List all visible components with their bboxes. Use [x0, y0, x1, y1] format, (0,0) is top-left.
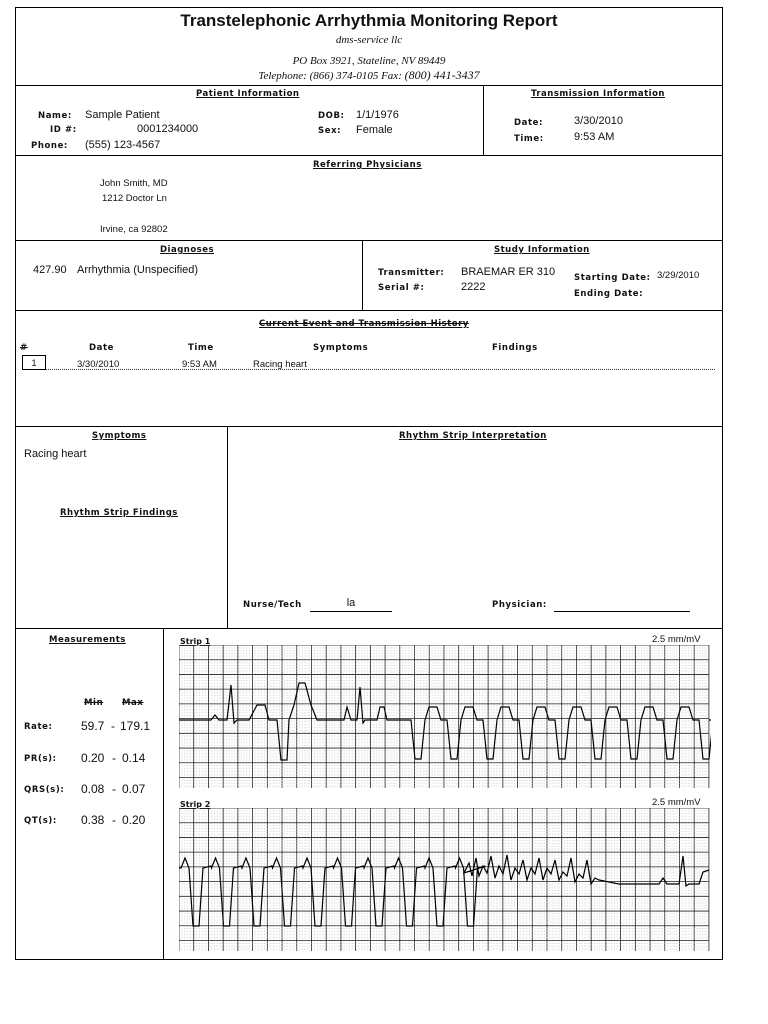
divider: [163, 628, 164, 960]
qrs-max: 0.07: [122, 782, 146, 796]
nurse-tech-label: Nurse/Tech: [243, 600, 302, 610]
nurse-tech-field[interactable]: la: [310, 597, 392, 612]
history-col-symptoms: Symptoms: [313, 343, 369, 353]
divider: [16, 310, 722, 311]
patient-dob: 1/1/1976: [356, 109, 399, 121]
starting-date-value: 3/29/2010: [657, 270, 700, 281]
physician-city: Irvine, ca 92802: [100, 224, 168, 235]
patient-info-header: Patient Information: [196, 89, 300, 99]
strip-2-chart: [179, 808, 711, 953]
telephone-text: Telephone: (866) 374-0105 Fax:: [258, 70, 405, 82]
divider: [227, 426, 228, 628]
strip-1-grid: [179, 645, 709, 788]
divider: [16, 628, 722, 629]
patient-phone: (555) 123-4567: [85, 139, 161, 151]
report-form: [15, 7, 723, 960]
transmission-time: 9:53 AM: [574, 131, 615, 143]
transmitter-value: BRAEMAR ER 310: [461, 266, 556, 278]
transmission-info-header: Transmission Information: [531, 89, 665, 99]
history-col-time: Time: [188, 343, 214, 353]
divider: [362, 240, 363, 310]
strip-2-scale: 2.5 mm/mV: [652, 797, 701, 808]
pr-dash: -: [112, 751, 116, 765]
divider: [16, 155, 722, 156]
diagnosis-description: Arrhythmia (Unspecified): [77, 264, 199, 276]
divider: [16, 240, 722, 241]
name-label: Name:: [38, 111, 72, 121]
history-row-num: 1: [22, 355, 46, 370]
study-info-header: Study Information: [494, 245, 590, 255]
symptoms-header: Symptoms: [92, 431, 147, 441]
ending-date-label: Ending Date:: [574, 289, 644, 299]
patient-id: 0001234000: [137, 123, 199, 135]
physician-field[interactable]: [554, 597, 690, 612]
divider: [483, 85, 484, 155]
referring-physicians-header: Referring Physicians: [313, 160, 422, 170]
diagnosis-code: 427.90: [33, 264, 67, 276]
divider: [16, 426, 722, 427]
strip-1-label: Strip 1: [180, 637, 211, 646]
qrs-min: 0.08: [81, 782, 105, 796]
qt-label: QT(s):: [24, 816, 57, 826]
pr-max: 0.14: [122, 751, 146, 765]
qt-dash: -: [112, 813, 116, 827]
history-row-time: 9:53 AM: [182, 359, 217, 370]
transmission-date: 3/30/2010: [574, 115, 623, 127]
transmission-date-label: Date:: [514, 118, 544, 128]
phone-label: Phone:: [31, 141, 68, 151]
company-address: PO Box 3921, Stateline, NV 89449: [292, 55, 446, 67]
rate-label: Rate:: [24, 722, 53, 732]
rate-min: 59.7: [81, 719, 105, 733]
qt-max: 0.20: [122, 813, 146, 827]
pr-label: PR(s):: [24, 754, 57, 764]
measurements-header: Measurements: [49, 635, 126, 645]
report-title: Transtelephonic Arrhythmia Monitoring Report: [180, 11, 558, 30]
dob-label: DOB:: [318, 111, 345, 121]
history-row-date: 3/30/2010: [77, 359, 120, 370]
history-col-findings: Findings: [492, 343, 538, 353]
physician-street: 1212 Doctor Ln: [102, 193, 167, 204]
physician-label: Physician:: [492, 600, 547, 610]
max-header: Max: [122, 698, 144, 708]
patient-sex: Female: [356, 124, 393, 136]
history-row-line: [22, 369, 715, 370]
min-header: Min: [84, 698, 104, 708]
company-name: dms-service llc: [335, 34, 403, 46]
rate-dash: -: [111, 719, 115, 733]
history-row-symptoms: Racing heart: [253, 359, 307, 370]
strip-1-chart: [179, 645, 711, 790]
sex-label: Sex:: [318, 126, 342, 136]
company-phone: [16, 68, 722, 83]
rhythm-strip-findings-header: Rhythm Strip Findings: [60, 508, 178, 518]
id-label: ID #:: [50, 125, 77, 135]
serial-label: Serial #:: [378, 283, 425, 293]
rate-max: 179.1: [120, 719, 151, 733]
history-col-date: Date: [89, 343, 115, 353]
qt-min: 0.38: [81, 813, 105, 827]
starting-date-label: Starting Date:: [574, 273, 651, 283]
history-header: Current Event and Transmission History: [259, 319, 469, 329]
pr-min: 0.20: [81, 751, 105, 765]
strip-2-label: Strip 2: [180, 800, 211, 809]
diagnoses-header: Diagnoses: [160, 245, 215, 255]
symptoms-text: Racing heart: [24, 448, 87, 460]
transmission-time-label: Time:: [514, 134, 544, 144]
patient-name: Sample Patient: [85, 109, 160, 121]
qrs-label: QRS(s):: [24, 785, 65, 795]
qrs-dash: -: [112, 782, 116, 796]
physician-name: John Smith, MD: [100, 178, 168, 189]
transmitter-label: Transmitter:: [378, 268, 445, 278]
fax-number: (800) 441-3437: [404, 68, 480, 82]
divider: [16, 85, 722, 86]
history-col-num: #: [20, 343, 28, 353]
strip-1-scale: 2.5 mm/mV: [652, 634, 701, 645]
rhythm-strip-interpretation-header: Rhythm Strip Interpretation: [399, 431, 547, 441]
serial-value: 2222: [461, 281, 486, 293]
strip-2-grid: [179, 808, 709, 951]
